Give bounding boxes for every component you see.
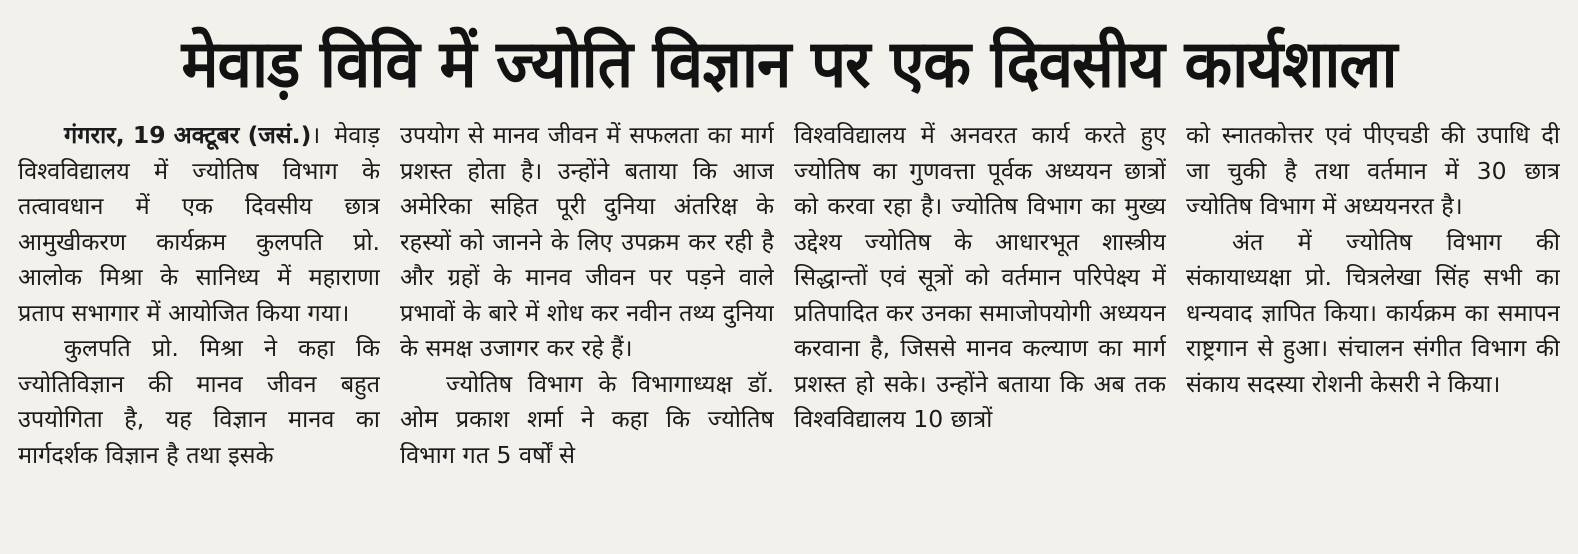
paragraph: को स्नातकोत्तर एवं पीएचडी की उपाधि दी जा चुकी है तथा वर्तमान में 30 छात्र ज्योतिष विभाग में अध्ययनरत है। xyxy=(1186,121,1560,220)
column-3 xyxy=(794,118,1166,538)
paragraph: कुलपति प्रो. मिश्रा ने कहा कि ज्योतिविज्ञान की मानव जीवन बहुत उपयोगिता है, यह विज्ञान मानव का मार्गदर्शक विज्ञान है तथा इसके xyxy=(18,334,380,469)
column-1 xyxy=(18,118,380,538)
article-body xyxy=(18,118,1558,538)
paragraph: ज्योतिष विभाग के विभागाध्यक्ष डॉ. ओम प्रकाश शर्मा ने कहा कि ज्योतिष विभाग गत 5 वर्षों से xyxy=(400,369,774,469)
paragraph: विश्वविद्यालय में अनवरत कार्य करते हुए ज्योतिष का गुणवत्ता पूर्वक अध्ययन छात्रों को करवा रहा है। ज्योतिष विभाग का मुख्य उद्देश्य ज्योतिष के आधारभूत शास्त्रीय सिद्धान्तों एवं सूत्रों को वर्तमान परिपेक्ष्य में प्रतिपादित कर उनका समाजोपयोगी अध्ययन करवाना है, जिससे मानव कल्याण का मार्ग प्रशस्त हो सके। उन्होंने बताया कि अब तक विश्वविद्यालय 10 छात्रों xyxy=(794,121,1166,433)
column-2 xyxy=(400,118,774,538)
column-4 xyxy=(1186,118,1560,538)
paragraph: उपयोग से मानव जीवन में सफलता का मार्ग प्रशस्त होता है। उन्होंने बताया कि आज अमेरिका सहित पूरी दुनिया अंतरिक्ष के रहस्यों को जानने के लिए उपक्रम कर रही है और ग्रहों के मानव जीवन पर पड़ने वाले प्रभावों के बारे में शोध कर नवीन तथ्य दुनिया के समक्ष उजागर कर रहे हैं। xyxy=(400,121,774,362)
headline: मेवाड़ विवि में ज्योति विज्ञान पर एक दिवसीय कार्यशाला xyxy=(181,24,1397,103)
paragraph xyxy=(18,118,380,331)
paragraph: अंत में ज्योतिष विभाग की संकायाध्यक्षा प्रो. चित्रलेखा सिंह सभी का धन्यवाद ज्ञापित किया। कार्यक्रम का समापन राष्ट्रगान से हुआ। संचालन संगीत विभाग की संकाय सदस्या रोशनी केसरी ने किया। xyxy=(1186,227,1560,398)
dateline: गंगरार, 19 अक्टूबर (जसं.) xyxy=(64,121,312,149)
paragraph-text: । मेवाड़ विश्वविद्यालय में ज्योतिष विभाग के तत्वावधान में एक दिवसीय छात्र आमुखीकरण कार्यक्रम कुलपति प्रो. आलोक मिश्रा के सानिध्य में महाराणा प्रताप सभागार में आयोजित किया गया। xyxy=(18,121,380,327)
